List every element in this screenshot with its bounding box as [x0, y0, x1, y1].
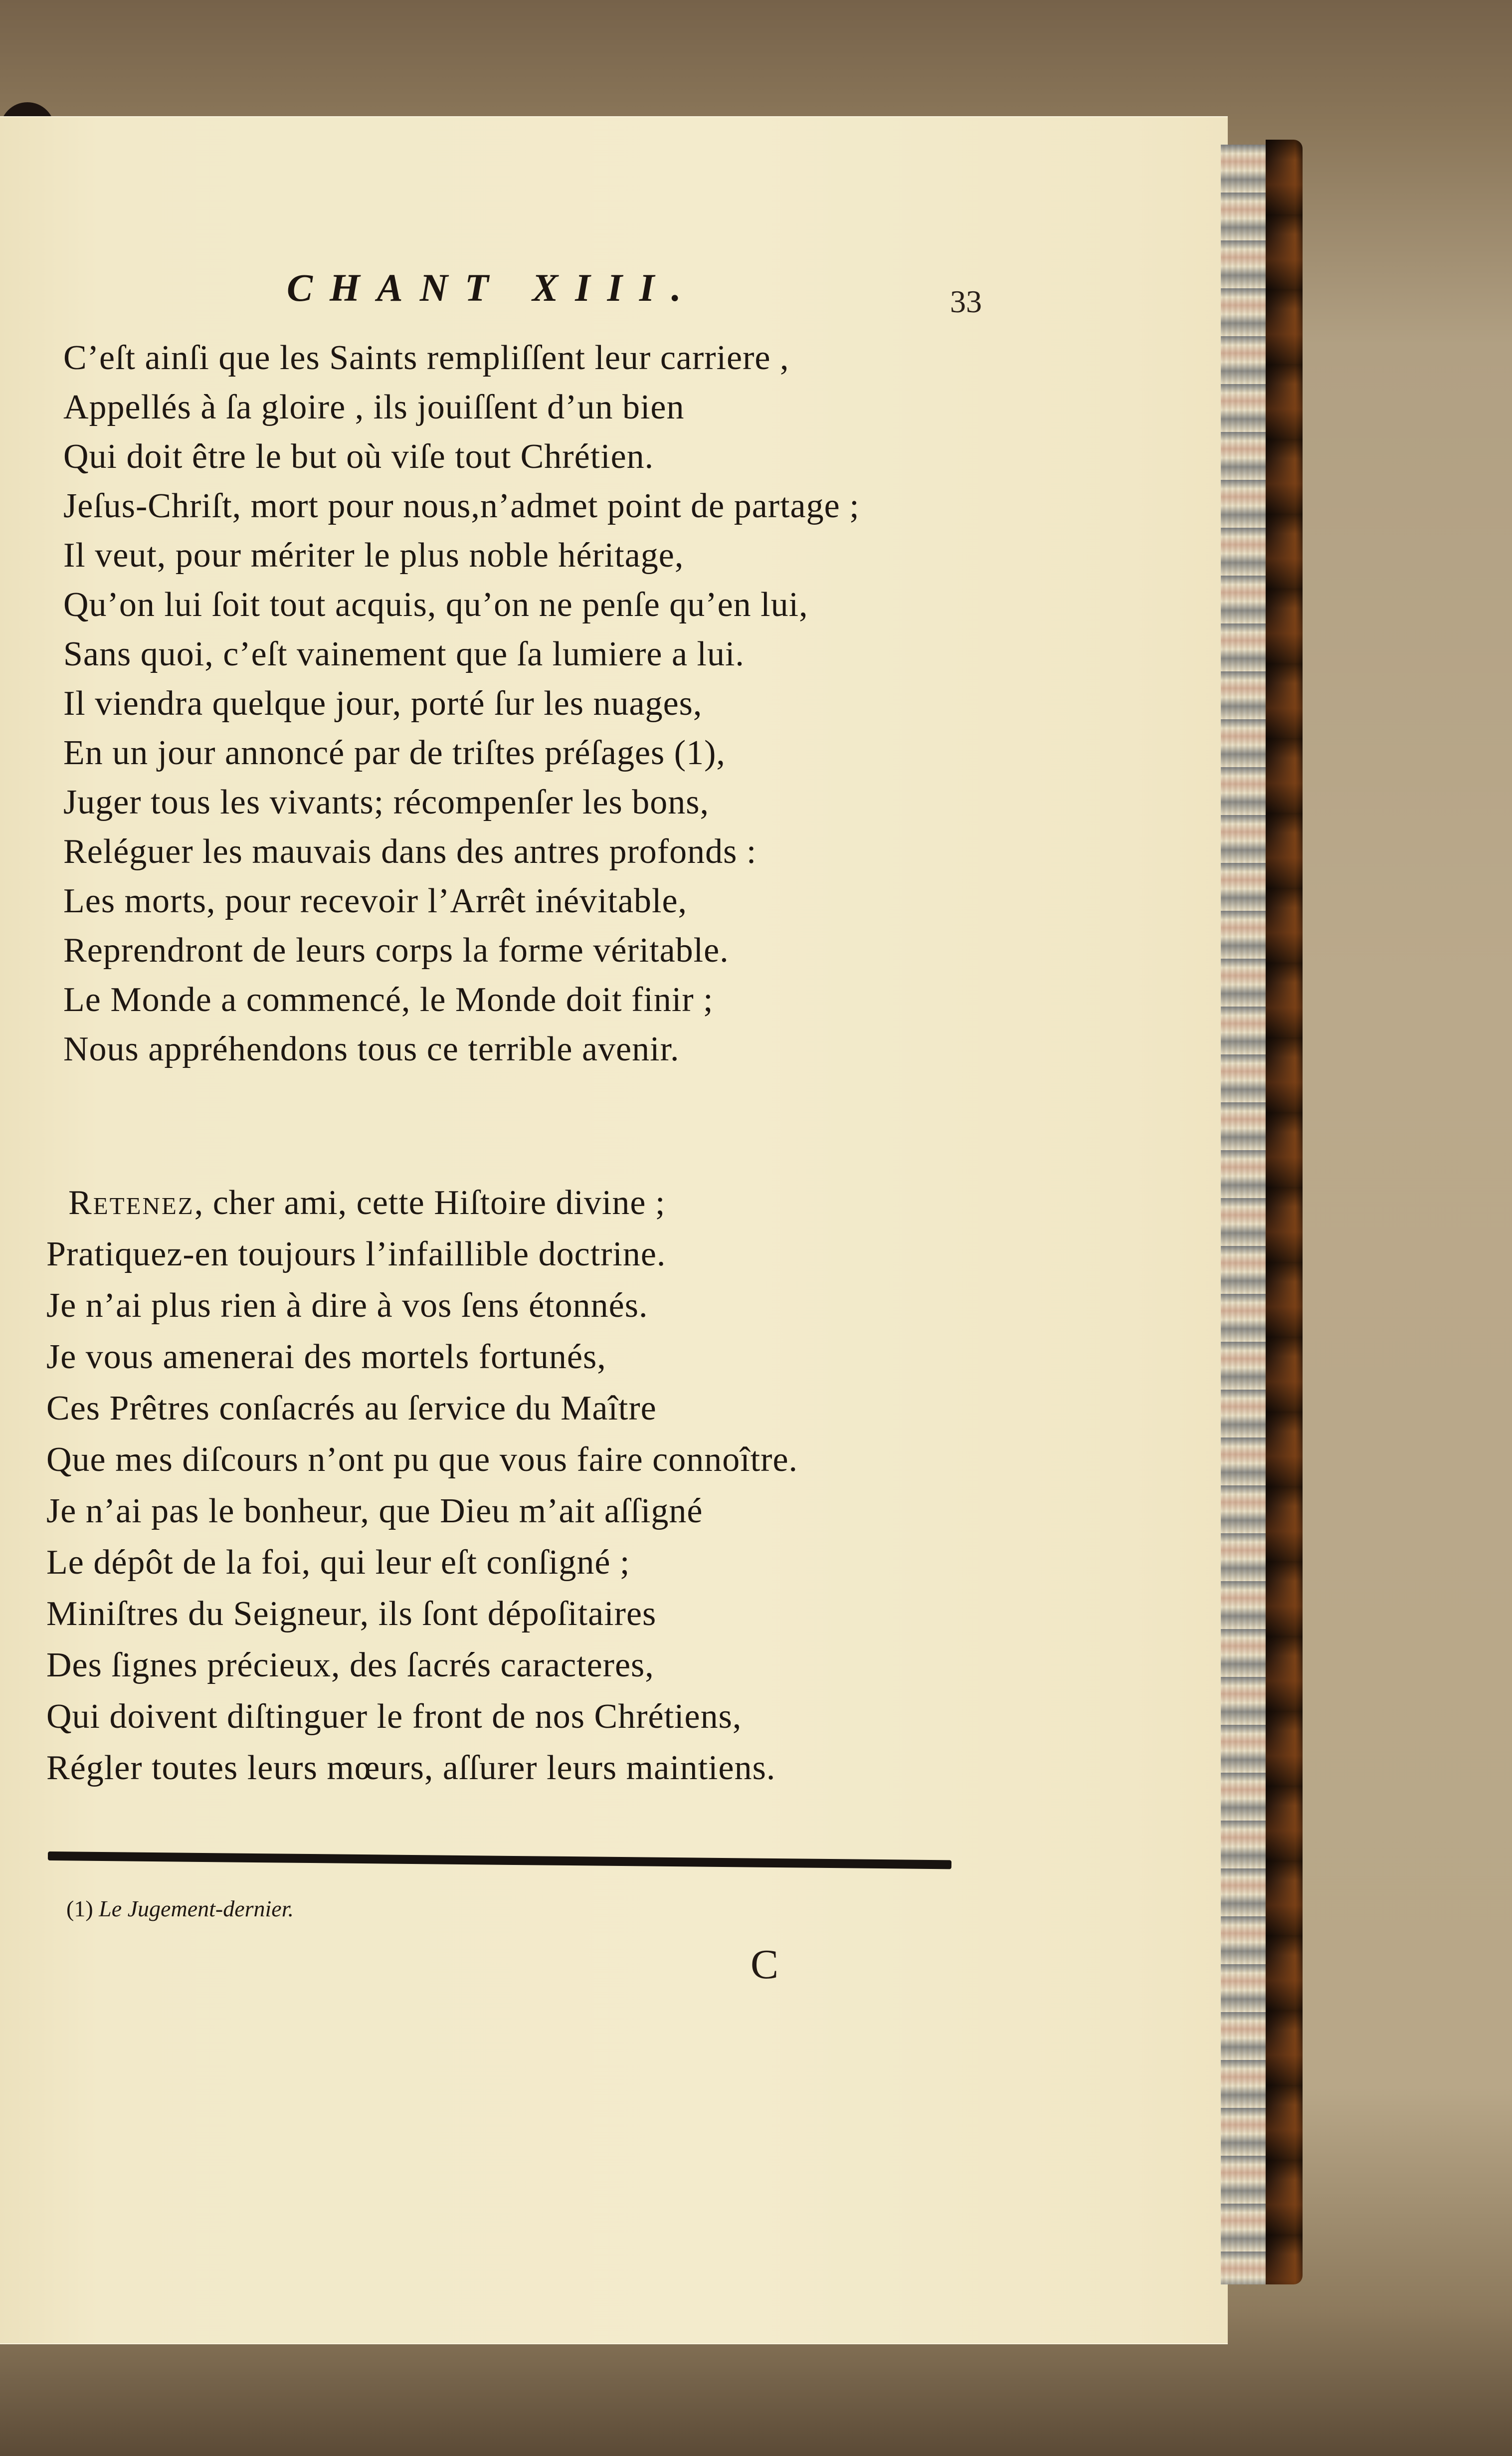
page-number: 33: [950, 284, 982, 319]
stanza-2: [46, 1177, 798, 1794]
verse-line: Je n’ai pas le bonheur, que Dieu m’ait aſſigné: [46, 1492, 703, 1530]
verse-line: En un jour annoncé par de triſtes préſages (1),: [63, 734, 726, 772]
verse-line: Juger tous les vivants; récompenſer les bons,: [63, 783, 710, 821]
verse-line: Je vous amenerai des mortels fortunés,: [46, 1338, 606, 1376]
footnote-marker: (1): [66, 1896, 93, 1921]
running-head: CHANT XIII.: [287, 266, 698, 309]
verse-line: Les morts, pour recevoir l’Arrêt inévitable,: [63, 882, 688, 920]
verse-line: Appellés à ſa gloire , ils jouiſſent d’un bien: [63, 388, 685, 426]
verse-line: Reprendront de leurs corps la forme véritable.: [63, 931, 729, 970]
verse-line: Miniſtres du Seigneur, ils ſont dépoſitaires: [46, 1595, 657, 1633]
leather-binding: [1266, 140, 1303, 2284]
signature-mark: C: [751, 1941, 779, 1988]
verse-line: Nous appréhendons tous ce terrible avenir.: [63, 1030, 680, 1068]
verse-line: Il viendra quelque jour, porté ſur les nuages,: [63, 684, 703, 723]
stanza-1: [63, 333, 860, 1074]
verse-line: Pratiquez-en toujours l’infaillible doctrine.: [46, 1235, 666, 1273]
verse-line: Que mes diſcours n’ont pu que vous faire connoître.: [46, 1440, 798, 1479]
verse-line: Des ſignes précieux, des ſacrés caracteres,: [46, 1646, 654, 1684]
verse-line: Le dépôt de la foi, qui leur eſt conſigné ;: [46, 1543, 630, 1582]
verse-line: Régler toutes leurs mœurs, aſſurer leurs maintiens.: [46, 1749, 776, 1787]
verse-line: Le Monde a commencé, le Monde doit finir ;: [63, 981, 714, 1019]
verse-line: Il veut, pour mériter le plus noble héritage,: [63, 536, 684, 575]
verse-line: Qu’on lui ſoit tout acquis, qu’on ne penſe qu’en lui,: [63, 586, 808, 624]
verse-line: Ces Prêtres conſacrés au ſervice du Maître: [46, 1389, 657, 1428]
first-line-rest: , cher ami, cette Hiſtoire divine ;: [194, 1184, 666, 1222]
footnote: [66, 1895, 294, 1922]
verse-line: C’eſt ainſi que les Saints rempliſſent leur carriere ,: [63, 339, 789, 377]
verse-line: Qui doit être le but où viſe tout Chrétien.: [63, 437, 654, 476]
verse-line: Je n’ai plus rien à dire à vos ſens étonnés.: [46, 1286, 648, 1325]
verse-line: Sans quoi, c’eſt vainement que ſa lumiere a lui.: [63, 635, 745, 673]
opening-word: Retenez: [68, 1184, 194, 1222]
footnote-text: Le Jugement-dernier.: [99, 1896, 294, 1921]
verse-line: Reléguer les mauvais dans des antres profonds :: [63, 832, 757, 871]
verse-line: Qui doivent diſtinguer le front de nos Chrétiens,: [46, 1697, 742, 1736]
verse-line-first: [46, 1177, 798, 1228]
marbled-page-edge: [1221, 145, 1267, 2284]
verse-line: Jeſus-Chriſt, mort pour nous,n’admet point de partage ;: [63, 487, 860, 525]
